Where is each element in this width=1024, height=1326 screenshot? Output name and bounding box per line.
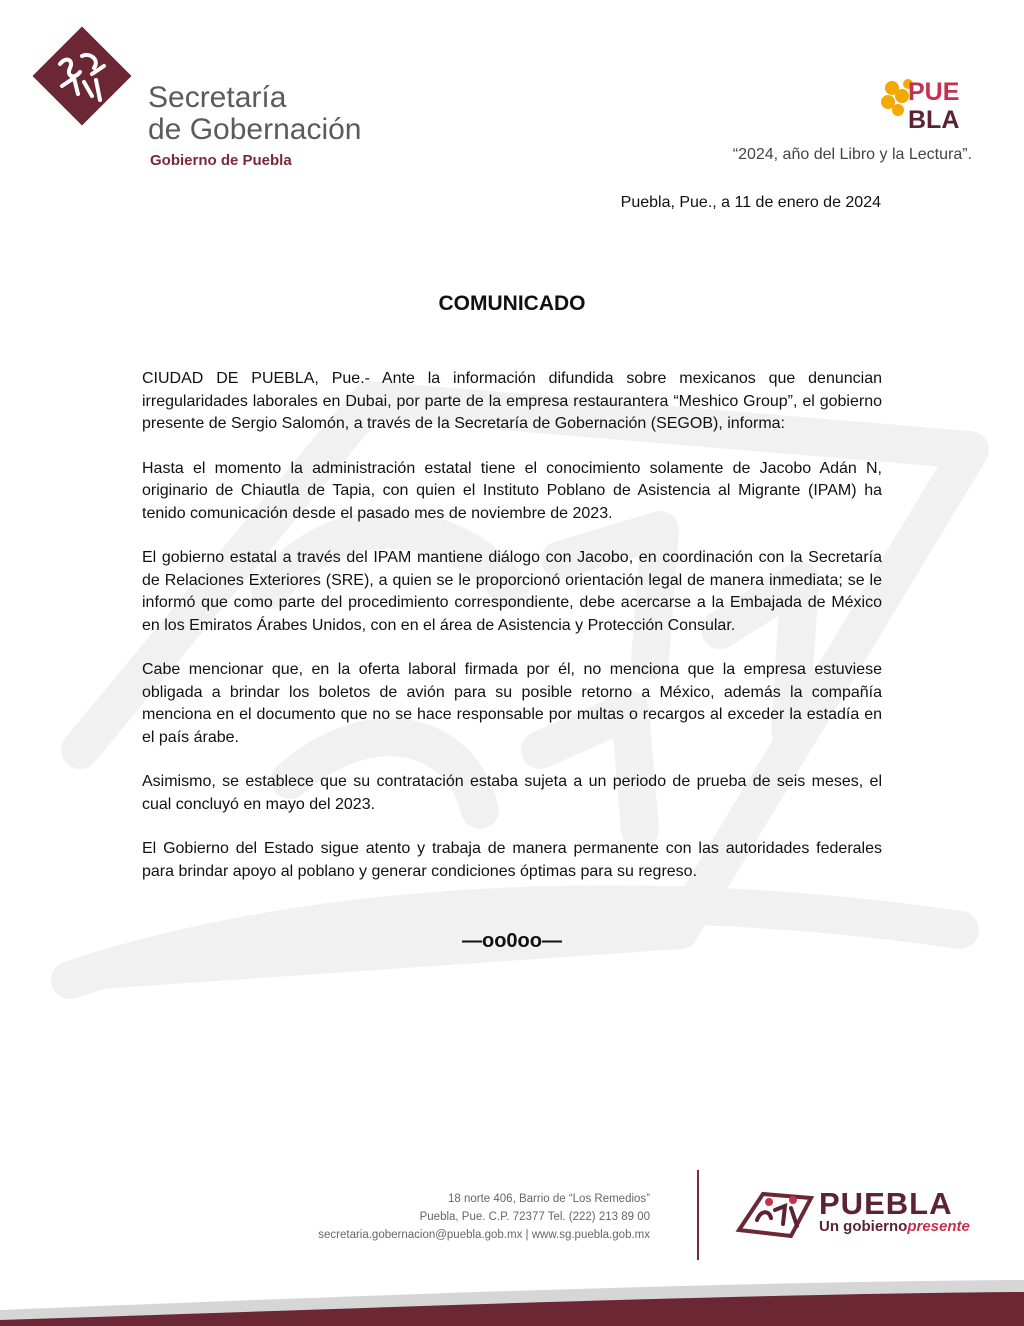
- contact-line: secretaria.gobernacion@puebla.gob.mx | www.sg.puebla.gob.mx: [318, 1229, 650, 1241]
- footer-color-band: [0, 1280, 1024, 1326]
- paragraph: Asimismo, se establece que su contratación estaba sujeta a un periodo de prueba de seis meses, el cual concluyó en mayo del 2023.: [142, 773, 882, 813]
- puebla-logo-line2: BLA: [908, 106, 960, 134]
- document-body: [142, 368, 882, 905]
- footer-slogan: [819, 1218, 970, 1235]
- footer-logo: [733, 1180, 978, 1250]
- document-date: Puebla, Pue., a 11 de enero de 2024: [620, 194, 881, 211]
- gobierno-de-puebla: Gobierno de Puebla: [150, 152, 292, 169]
- year-motto: “2024, año del Libro y la Lectura”.: [732, 146, 972, 163]
- footer-address: [318, 1190, 650, 1244]
- secretaria-line2: de Gobernación: [148, 113, 362, 146]
- paragraph: El gobierno estatal a través del IPAM mantiene diálogo con Jacobo, en coordinación con la Secretaría de Relaciones Exteriores (SRE), a quien se le proporcionó orientación legal de manera inmediata; se le informó que como parte del procedimiento correspondiente, debe acercarse a la Embajada de México en los Emiratos Árabes Unidos, con en el área de Asistencia y Protección Consular.: [142, 549, 882, 634]
- secretaria-line1: Secretaría: [148, 81, 287, 114]
- footer-logo-name: PUEBLA: [819, 1186, 953, 1221]
- document-title: COMUNICADO: [438, 292, 586, 315]
- closing-mark: —oo0oo—: [462, 930, 562, 952]
- puebla-logo-line1: PUE: [908, 78, 960, 106]
- footer-divider: [697, 1170, 699, 1260]
- puebla-flower-icon: [878, 76, 970, 134]
- paragraph: Cabe mencionar que, en la oferta laboral firmada por él, no menciona que la empresa estuviese obligada a brindar los boletos de avión para su posible retorno a México, además la compañía menciona en el documento que no se hace responsable por multas o recargos al exceder la estadía en el país árabe.: [142, 661, 882, 746]
- address-line: 18 norte 406, Barrio de “Los Remedios”: [448, 1193, 650, 1205]
- paragraph: Hasta el momento la administración estatal tiene el conocimiento solamente de Jacobo Adán N, originario de Chiautla de Tapia, con quien el Instituto Poblano de Asistencia al Migrante (IPAM) ha tenido comunicación desde el pasado mes de noviembre de 2023.: [142, 459, 882, 522]
- slogan-accent: presente: [907, 1218, 970, 1235]
- paragraph: CIUDAD DE PUEBLA, Pue.- Ante la información difundida sobre mexicanos que denuncian irregularidades laborales en Dubai, por parte de la empresa restaurantera “Meshico Group”, el gobierno presente de Sergio Salomón, a través de la Secretaría de Gobernación (SEGOB), informa:: [142, 370, 882, 432]
- puebla-figures-icon: [733, 1180, 817, 1244]
- sg-emblem-icon: [22, 16, 142, 136]
- address-line: Puebla, Pue. C.P. 72377 Tel. (222) 213 89 00: [419, 1211, 650, 1223]
- paragraph: El Gobierno del Estado sigue atento y trabaja de manera permanente con las autoridades federales para brindar apoyo al poblano y generar condiciones óptimas para su regreso.: [142, 840, 882, 880]
- slogan-main: Un gobierno: [819, 1218, 908, 1235]
